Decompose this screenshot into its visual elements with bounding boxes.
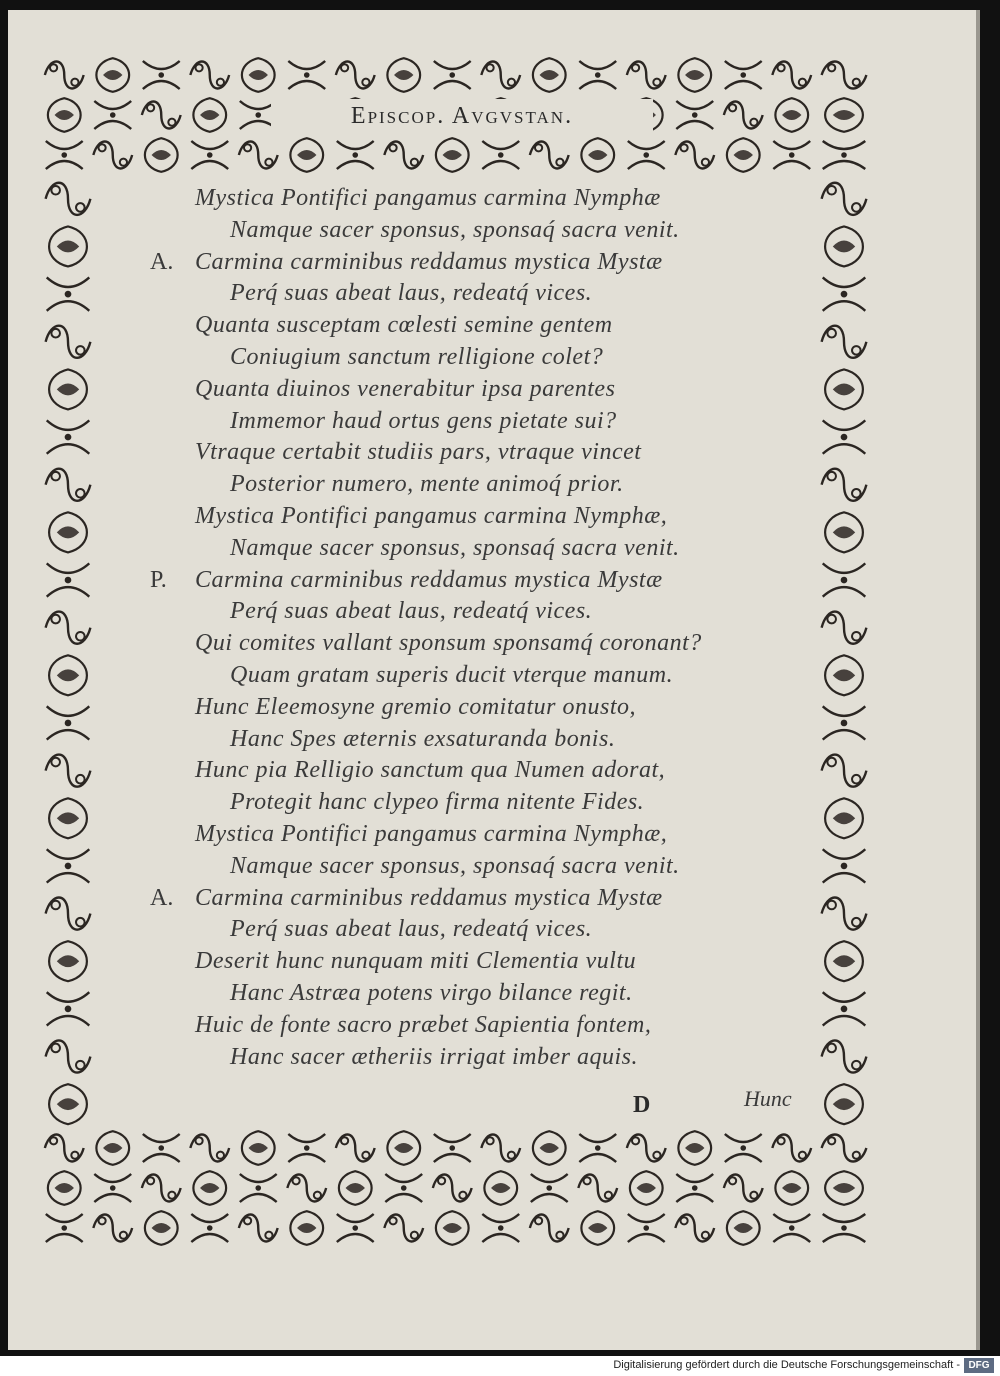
- verse-line: Mystica Pontifici pangamus carmina Nymphæ,: [195, 503, 668, 529]
- funding-credit: Digitalisierung gefördert durch die Deutsche Forschungsgemeinschaft -: [613, 1359, 960, 1371]
- speaker-label: A.: [150, 884, 174, 911]
- verse-line: Quam gratam superis ducit vterque manum.: [230, 662, 674, 688]
- signature-mark: D: [633, 1092, 651, 1118]
- verse-line: Mystica Pontifici pangamus carmina Nymphæ: [195, 185, 661, 211]
- verse-line: Carmina carminibus reddamus mystica Mystæ: [195, 884, 663, 911]
- ornament-corner-bottom-right: [816, 1128, 872, 1248]
- verse-line: Perq́ suas abeat laus, redeatq́ vices.: [230, 280, 593, 307]
- verse-line: Hanc Astræa potens virgo bilance regit.: [230, 980, 633, 1006]
- catchword: Hunc: [744, 1086, 792, 1111]
- verse-line: Carmina carminibus reddamus mystica Mystæ: [195, 248, 663, 275]
- speaker-label: P.: [150, 566, 167, 593]
- ornament-border-right: [816, 175, 872, 1128]
- verse-line: Namque sacer sponsus, sponsaq́ sacra venit.: [230, 534, 680, 561]
- verse-line: Hanc Spes æternis exsaturanda bonis.: [230, 725, 616, 752]
- verse-line: Quanta diuinos venerabitur ipsa parentes: [195, 375, 616, 402]
- verse-line: Perq́ suas abeat laus, redeatq́ vices.: [230, 916, 593, 943]
- ornament-border-left: [40, 175, 96, 1128]
- verse-line: Quanta susceptam cœlesti semine gentem: [195, 312, 613, 339]
- dfg-logo: DFG: [964, 1358, 994, 1373]
- verse-line: Namque sacer sponsus, sponsaq́ sacra venit.: [230, 852, 680, 879]
- verse-line: Qui comites vallant sponsum sponsamq́ coronant?: [195, 630, 702, 657]
- ornament-border-bottom: [40, 1128, 816, 1248]
- verse-line: Coniugium sanctum relligione colet?: [230, 344, 604, 370]
- running-head: Episcop. Avgvstan.: [271, 99, 653, 133]
- verse-line: Mystica Pontifici pangamus carmina Nymphæ,: [195, 821, 668, 847]
- verse-line: Deserit hunc nunquam miti Clementia vultu: [195, 948, 637, 975]
- verse-line: Hunc pia Relligio sanctum qua Numen adorat,: [195, 757, 666, 784]
- verse-line: Hanc sacer ætheriis irrigat imber aquis.: [230, 1043, 638, 1070]
- ornament-corner-top-right: [816, 55, 872, 175]
- verse-line: Immemor haud ortus gens pietate sui?: [230, 407, 617, 434]
- verse-line: Posterior numero, mente animoq́ prior.: [230, 471, 624, 498]
- verse-line: Vtraque certabit studiis pars, vtraque vincet: [195, 439, 642, 466]
- speaker-label: A.: [150, 248, 174, 275]
- verse-line: Protegit hanc clypeo firma nitente Fides.: [230, 789, 645, 816]
- verse-line: Perq́ suas abeat laus, redeatq́ vices.: [230, 598, 593, 625]
- verse-line: Hunc Eleemosyne gremio comitatur onusto,: [195, 693, 637, 720]
- verse-line: Namque sacer sponsus, sponsaq́ sacra venit.: [230, 216, 680, 243]
- verse-line: Huic de fonte sacro præbet Sapientia fontem,: [195, 1011, 652, 1038]
- verse-line: Carmina carminibus reddamus mystica Mystæ: [195, 566, 663, 593]
